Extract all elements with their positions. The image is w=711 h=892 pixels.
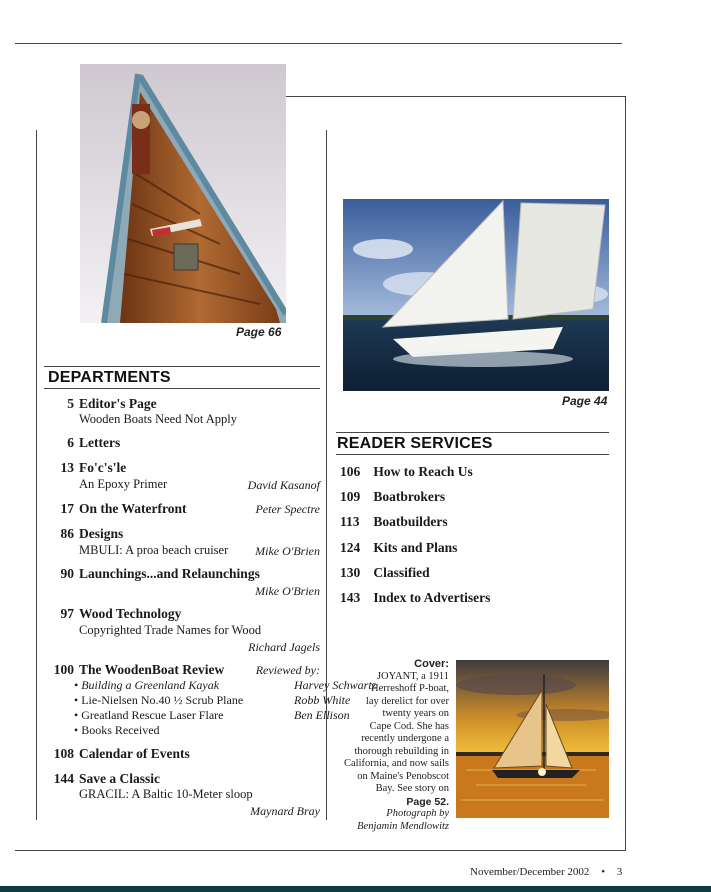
dept-entry-editors-page[interactable]: [48, 396, 320, 430]
dept-subtitle: MBULI: A proa beach cruiser: [79, 543, 229, 557]
review-item-title: • Building a Greenland Kayak: [74, 678, 220, 692]
top-rule: [15, 43, 622, 44]
photo-left-caption: Page 66: [236, 325, 282, 339]
rs-label: How to Reach Us: [373, 464, 473, 479]
dept-subtitle: An Epoxy Primer: [79, 477, 168, 491]
rs-page-number: 130: [340, 565, 361, 580]
dept-title: Calendar of Events: [79, 746, 190, 761]
dept-entry-letters[interactable]: [48, 435, 320, 453]
cover-line: Cape Cod. She has: [369, 720, 449, 732]
frame-top-rule: [285, 96, 625, 97]
dept-author: Maynard Bray: [250, 804, 320, 818]
dept-reviewed-by: Reviewed by:: [255, 663, 320, 677]
dept-entry-review[interactable]: [48, 662, 377, 740]
departments-rule-top: [44, 366, 320, 367]
rs-item-kits-and-plans[interactable]: [340, 540, 457, 556]
dept-title: On the Waterfront: [79, 501, 187, 516]
dept-author: Peter Spectre: [255, 502, 320, 516]
review-item-title: • Books Received: [74, 723, 160, 737]
cover-line: twenty years on: [382, 708, 449, 719]
review-item[interactable]: [74, 693, 351, 708]
dept-author: Richard Jagels: [248, 640, 320, 654]
dept-subtitle: GRACIL: A Baltic 10-Meter sloop: [79, 787, 253, 801]
dept-title: Launchings...and Relaunchings: [79, 566, 260, 581]
dept-subtitle: Copyrighted Trade Names for Wood: [79, 623, 262, 637]
cover-credit-name: Benjamin Mendlowitz: [357, 820, 449, 832]
footer-bullet: •: [601, 866, 606, 878]
dept-title: Save a Classic: [79, 771, 160, 786]
sailboat-photo: [343, 199, 609, 391]
cover-page-ref: Page 52.: [406, 795, 449, 808]
rs-item-classified[interactable]: [340, 565, 430, 581]
review-item-author: Robb White: [294, 693, 351, 707]
review-item[interactable]: [74, 678, 377, 693]
dept-page-number: 97: [60, 606, 74, 621]
dept-page-number: 13: [60, 460, 74, 475]
cover-caption: [330, 658, 449, 833]
reader-services-rule-bottom: [336, 454, 609, 455]
reader-services-heading: READER SERVICES: [337, 435, 493, 452]
dept-page-number: 86: [60, 526, 74, 541]
cover-line: California, and now sails: [344, 758, 449, 769]
reader-services-rule-top: [336, 432, 609, 433]
sunset-sailboat-photo: [456, 660, 609, 818]
dept-page-number: 100: [53, 662, 74, 677]
frame-right-rule: [625, 96, 626, 851]
dept-subtitle: Wooden Boats Need Not Apply: [79, 412, 238, 426]
dept-page-number: 144: [53, 771, 74, 786]
rs-page-number: 113: [340, 514, 360, 529]
dept-entry-wood-technology[interactable]: [48, 606, 320, 656]
dept-title: The WoodenBoat Review: [79, 662, 225, 677]
cover-line: Bay. See story on: [375, 783, 449, 794]
review-item-author: Ben Ellison: [294, 708, 350, 722]
dept-title: Wood Technology: [79, 606, 182, 621]
rs-label: Index to Advertisers: [373, 590, 491, 605]
rs-item-boatbuilders[interactable]: [340, 514, 448, 530]
dept-entry-waterfront[interactable]: [48, 501, 320, 519]
review-item[interactable]: [74, 708, 350, 723]
canoe-bow-photo: [80, 64, 286, 323]
review-item-author: Harvey Schwartz: [294, 678, 377, 692]
dept-title: Fo'c's'le: [79, 460, 127, 475]
departments-heading: DEPARTMENTS: [48, 369, 171, 386]
frame-left-rule: [36, 130, 37, 820]
dept-entry-calendar[interactable]: [48, 746, 320, 764]
page-number: 3: [616, 866, 623, 878]
cover-line: lay derelict for over: [365, 695, 449, 707]
rs-page-number: 109: [340, 489, 361, 504]
rs-item-how-to-reach-us[interactable]: [340, 464, 473, 480]
bottom-rule: [15, 850, 626, 851]
dept-author: Mike O'Brien: [255, 544, 320, 558]
cover-line: on Maine's Penobscot: [357, 770, 449, 782]
review-item[interactable]: [74, 723, 160, 738]
rs-page-number: 143: [340, 590, 361, 605]
departments-rule-bottom: [44, 388, 320, 389]
dept-entry-launchings[interactable]: [48, 566, 320, 600]
cover-line: JOYANT, a 1911: [376, 670, 449, 682]
dept-page-number: 90: [60, 566, 74, 581]
dept-page-number: 5: [67, 396, 74, 411]
rs-item-index-to-advertisers[interactable]: [340, 590, 490, 606]
dept-page-number: 6: [67, 435, 74, 450]
dept-page-number: 108: [53, 746, 74, 761]
rs-label: Boatbrokers: [373, 489, 446, 504]
bottom-bar: [0, 886, 711, 892]
dept-title: Letters: [79, 435, 121, 450]
dept-title: Editor's Page: [79, 396, 157, 411]
dept-author: David Kasanof: [247, 478, 320, 492]
rs-page-number: 124: [340, 540, 361, 555]
dept-entry-designs[interactable]: [48, 526, 320, 560]
dept-author: Mike O'Brien: [255, 584, 320, 598]
review-item-title: • Greatland Rescue Laser Flare: [74, 708, 224, 722]
issue-date: November/December 2002: [470, 866, 590, 878]
rs-label: Classified: [373, 565, 430, 580]
rs-label: Boatbuilders: [373, 514, 448, 529]
cover-line: recently undergone a: [361, 733, 449, 744]
cover-line: thorough rebuilding in: [354, 745, 449, 757]
footer: [470, 866, 622, 878]
cover-line: Herreshoff P-boat,: [371, 683, 449, 694]
rs-page-number: 106: [340, 464, 361, 479]
dept-page-number: 17: [60, 501, 74, 516]
dept-title: Designs: [79, 526, 124, 541]
review-item-title: • Lie-Nielsen No.40 ½ Scrub Plane: [74, 693, 244, 707]
dept-entry-save-a-classic[interactable]: [48, 771, 320, 821]
rs-label: Kits and Plans: [373, 540, 458, 555]
photo-right-caption: Page 44: [562, 394, 608, 408]
rs-item-boatbrokers[interactable]: [340, 489, 445, 505]
cover-credit: Photograph by: [386, 808, 449, 819]
dept-entry-forecastle[interactable]: [48, 460, 320, 494]
cover-label: Cover:: [414, 658, 449, 670]
